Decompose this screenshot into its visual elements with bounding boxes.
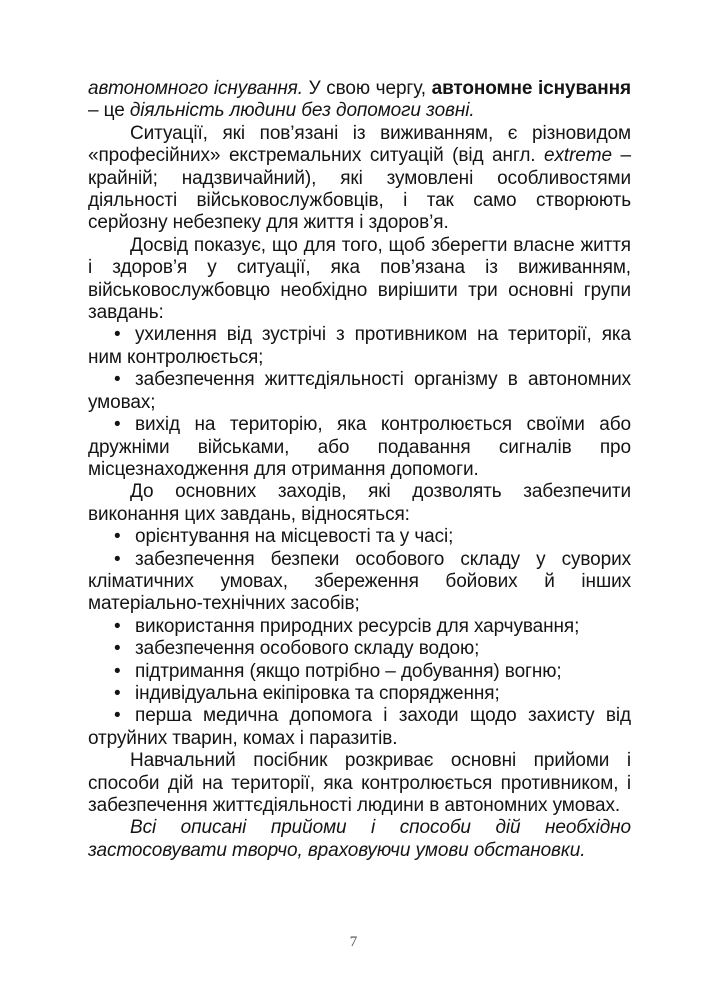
text-run-italic: extreme: [544, 145, 612, 167]
text-run-normal: перша медична допомога і заходи щодо захисту від отруйних тварин, комах і паразитів.: [88, 705, 631, 749]
bullet-item: [88, 526, 631, 548]
paragraph: [88, 750, 631, 817]
text-run-normal: ухилення від зустрічі з противником на території, яка ним контролюється;: [88, 324, 631, 368]
bullet-icon: •: [114, 324, 121, 346]
bullet-icon: •: [114, 526, 121, 548]
text-run-normal: Досвід показує, що для того, щоб зберегти власне життя і здоров’я у ситуації, яка пов’язана із виживанням, військовослужбовцю необхідно вирішити три основні групи завдань:: [88, 234, 631, 324]
bullet-icon: •: [114, 615, 121, 637]
bullet-item: [88, 638, 631, 660]
text-run-normal: підтримання (якщо потрібно – добування) вогню;: [135, 660, 562, 682]
bullet-item: [88, 414, 631, 481]
paragraph: [88, 235, 631, 325]
text-run-italic: діяльність людини без допомоги зовні.: [129, 100, 475, 122]
text-run-normal: вихід на територію, яка контролюється своїми або дружніми військами, або подавання сигналів про місцезнаходження для отримання допомоги.: [88, 414, 631, 480]
bullet-icon: •: [114, 705, 121, 727]
bullet-icon: •: [114, 369, 121, 391]
text-run-normal: використання природних ресурсів для харчування;: [135, 615, 580, 637]
text-run-normal: До основних заходів, які дозволять забезпечити виконання цих завдань, відносяться:: [88, 481, 631, 525]
bullet-icon: •: [114, 638, 121, 660]
bullet-item: [88, 549, 631, 616]
page-number: 7: [349, 934, 358, 950]
bullet-item: [88, 661, 631, 683]
bullet-item: [88, 369, 631, 414]
body-text: [88, 78, 631, 862]
text-run-normal: Ситуації, які пов’язані із виживанням, є різновидом «професійних» екстремальних ситуацій (від англ.: [88, 122, 631, 167]
bullet-item: [88, 324, 631, 369]
text-run-normal: орієнтування на місцевості та у часі;: [135, 526, 454, 548]
paragraph: [88, 481, 631, 526]
bullet-icon: •: [114, 548, 121, 570]
bullet-item: [88, 616, 631, 638]
text-run-normal: забезпечення життєдіяльності організму в автономних умовах;: [88, 369, 631, 413]
bullet-icon: •: [114, 682, 121, 704]
text-run-normal: – крайній; надзвичайний), які зумовлені особливостями діяльності військовослужбовців, і так само створюють серйозну небезпеку для життя і здоров’я.: [88, 145, 631, 234]
bullet-item: [88, 683, 631, 705]
text-run-italic: Всі описані прийоми і способи дій необхідно застосовувати творчо, враховуючи умови обстановки.: [88, 817, 631, 861]
paragraph: [88, 78, 631, 123]
text-run-normal: забезпечення безпеки особового складу у суворих кліматичних умовах, збереження бойових й інших матеріально-технічних засобів;: [88, 548, 631, 615]
text-run-normal: – це: [88, 100, 130, 122]
text-run-normal: У свою чергу,: [302, 78, 432, 99]
paragraph: [88, 123, 631, 235]
paragraph: [88, 817, 631, 862]
text-run-italic: автономного існування.: [88, 78, 303, 99]
text-run-normal: Навчальний посібник розкриває основні прийоми і способи дій на території, яка контролюється противником, і забезпечення життєдіяльності людини в автономних умовах.: [88, 750, 631, 816]
text-run-normal: забезпечення особового складу водою;: [135, 638, 480, 660]
text-run-bold: автономне існування: [431, 78, 631, 99]
bullet-item: [88, 705, 631, 750]
text-run-normal: індивідуальна екіпіровка та спорядження;: [135, 682, 500, 704]
bullet-icon: •: [114, 660, 121, 682]
bullet-icon: •: [114, 414, 121, 436]
